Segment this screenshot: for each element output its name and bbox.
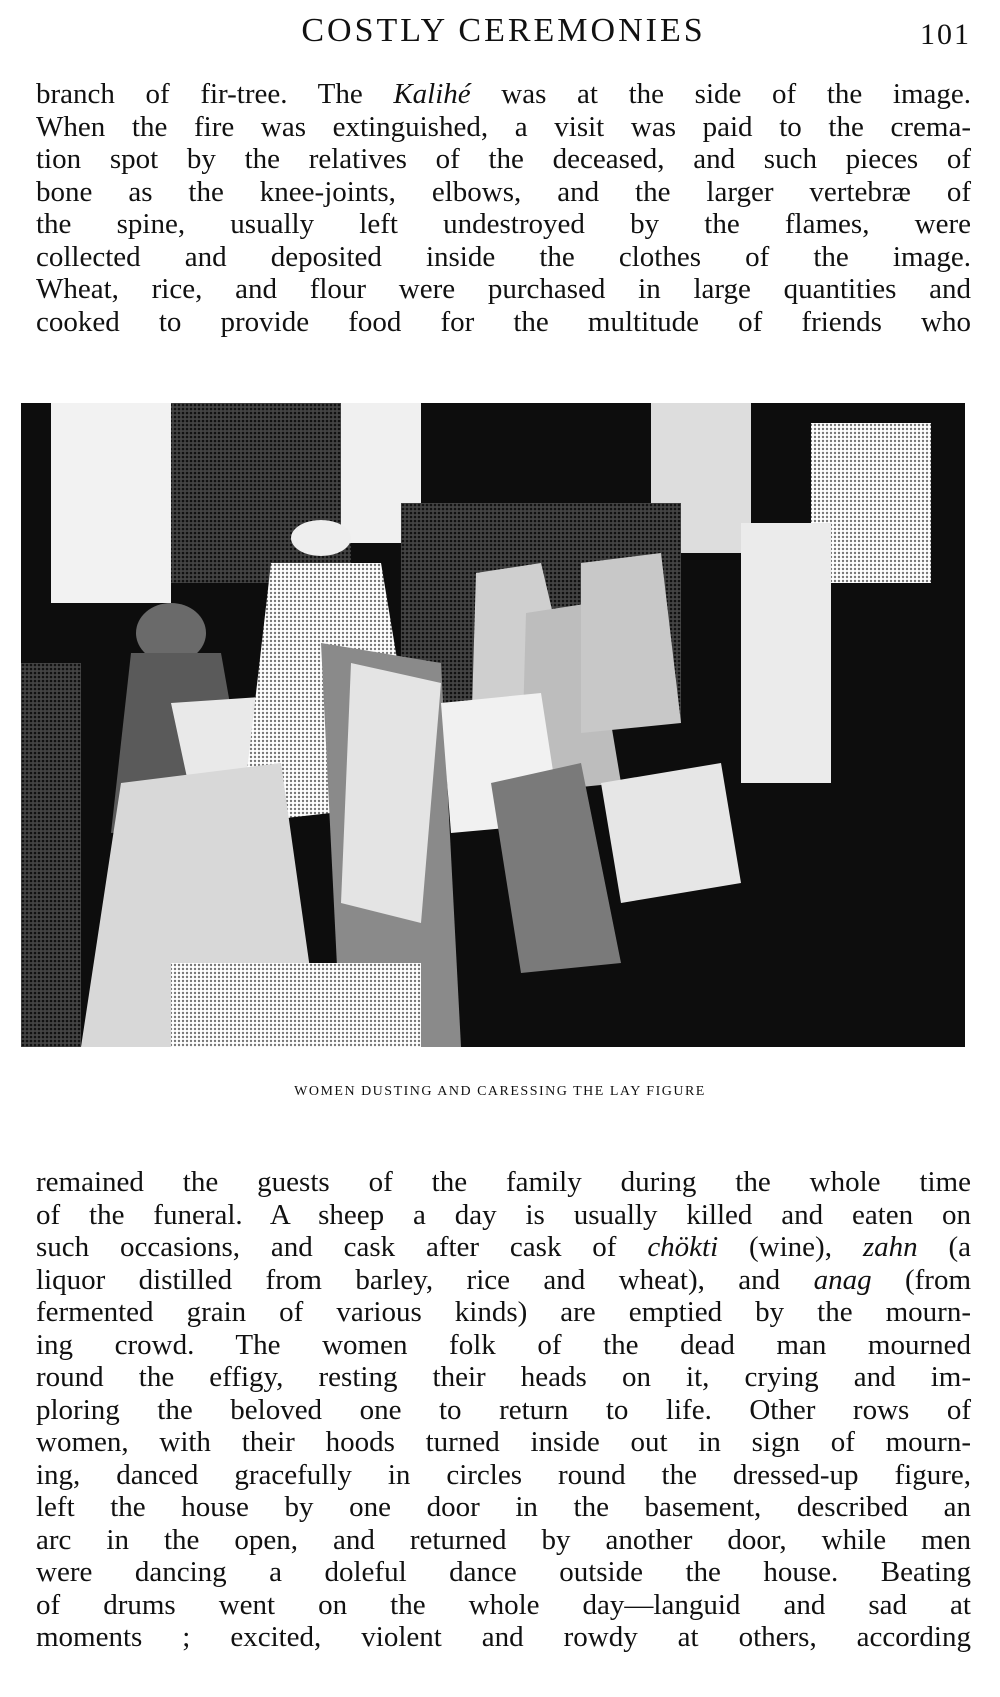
text-line: ing, danced gracefully in circles round the dressed-up figure, [36,1458,971,1491]
halftone-photograph [21,403,965,1047]
text-line: of the funeral. A sheep a day is usually killed and eaten on [36,1198,971,1231]
text-line: branch of fir-tree. The Kalihé was at the side of the image. [36,78,971,110]
text-line: round the effigy, resting their heads on it, crying and im- [36,1361,971,1393]
text-line: Wheat, rice, and flour were purchased in large quantities and [36,273,971,305]
text-line: of drums went on the whole day—languid and sad at [36,1588,971,1621]
text-line: arc in the open, and returned by another door, while men [36,1523,971,1556]
running-head: COSTLY CEREMONIES [301,12,706,49]
text-line: the spine, usually left undestroyed by the flames, were [36,208,971,240]
text-line: remained the guests of the family during the whole time [36,1166,971,1198]
page-number: 101 [920,18,971,51]
paragraph-bottom [36,1166,971,1654]
text-line: women, with their hoods turned inside out in sign of mourn- [36,1426,971,1458]
text-line: were dancing a doleful dance outside the house. Beating [36,1556,971,1588]
text-line: such occasions, and cask after cask of chökti (wine), zahn (a [36,1231,971,1263]
text-line: moments ; excited, violent and rowdy at others, according [36,1621,971,1653]
text-line: fermented grain of various kinds) are emptied by the mourn- [36,1296,971,1328]
italic-term: anag [813,1263,872,1296]
italic-term: zahn [862,1231,918,1263]
figure-caption: WOMEN DUSTING AND CARESSING THE LAY FIGURE [294,1084,706,1099]
page-header [36,6,971,56]
text-line: left the house by one door in the basement, described an [36,1491,971,1523]
text-line: When the fire was extinguished, a visit was paid to the crema- [36,110,971,143]
text-line: tion spot by the relatives of the deceased, and such pieces of [36,143,971,175]
text-line: bone as the knee-joints, elbows, and the larger vertebræ of [36,175,971,208]
italic-term: chökti [647,1231,719,1263]
text-line: collected and deposited inside the clothes of the image. [36,240,971,273]
text-line: liquor distilled from barley, rice and wheat), and anag (from [36,1263,972,1296]
text-line: ploring the beloved one to return to life. Other rows of [36,1393,971,1426]
text-line: ing crowd. The women folk of the dead man mourned [36,1328,971,1361]
text-line: cooked to provide food for the multitude of friends who [36,305,971,338]
paragraph-top [36,78,971,338]
italic-term: Kalihé [393,78,471,110]
